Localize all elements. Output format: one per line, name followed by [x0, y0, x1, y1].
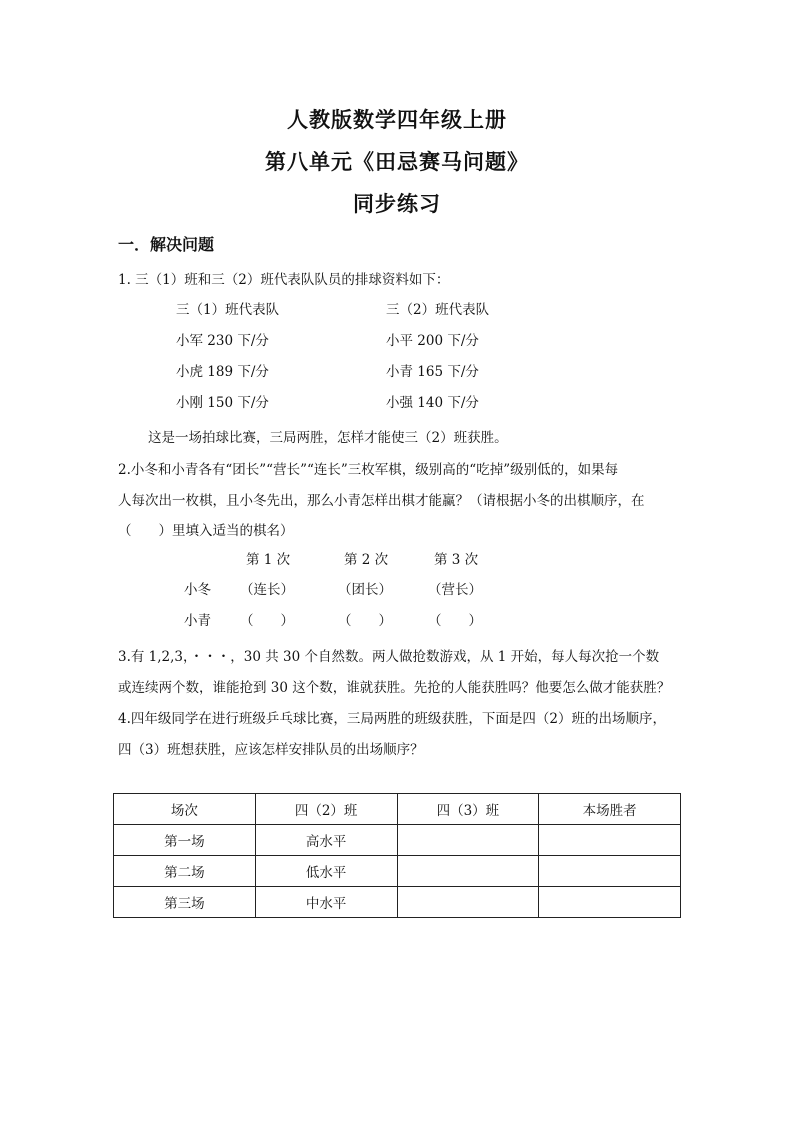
- chess-answer-blank[interactable]: （ ）: [428, 613, 482, 629]
- table-header-row: [114, 794, 681, 825]
- chess-answer-blank[interactable]: （ ）: [240, 613, 294, 629]
- title-line-3: 同步练习: [353, 191, 441, 216]
- q3-text-line-1: 3.有 1,2,3，・・・，30 共 30 个自然数。两人做抢数游戏，从 1 开始，每人每次抢一个数: [118, 649, 660, 665]
- q1-prompt: 1. 三（1）班和三（2）班代表队队员的排球资料如下：: [118, 272, 450, 288]
- q2-text-line-2: 人每次出一枚棋，且小冬先出，那么小青怎样出棋才能赢？（请根据小冬的出棋顺序，在: [118, 493, 645, 509]
- q4-text-line-2: 四（3）班想获胜，应该怎样安排队员的出场顺序？: [118, 742, 424, 758]
- table-header: 四（2）班: [255, 794, 397, 825]
- chess-player-name: 小青: [184, 613, 211, 629]
- table-cell-class3-blank[interactable]: [397, 887, 539, 918]
- team-b-member: 小强 140 下/分: [386, 395, 479, 411]
- chess-header: 第 1 次: [246, 552, 291, 568]
- table-header: 场次: [114, 794, 256, 825]
- team-a-member: 小军 230 下/分: [176, 333, 269, 349]
- section-heading: 一．解决问题: [118, 235, 215, 254]
- table-cell-class2: 低水平: [255, 856, 397, 887]
- team-b-member: 小青 165 下/分: [386, 364, 479, 380]
- chess-cell: （连长）: [240, 582, 294, 598]
- table-cell-class3-blank[interactable]: [397, 825, 539, 856]
- q4-text-line-1: 4.四年级同学在进行班级乒乓球比赛，三局两胜的班级获胜，下面是四（2）班的出场顺序，: [118, 711, 666, 727]
- table-cell-round: 第三场: [114, 887, 256, 918]
- chess-player-name: 小冬: [184, 582, 211, 598]
- q2-text-line-3: （ ）里填入适当的棋名）: [118, 523, 294, 539]
- chess-cell: （营长）: [428, 582, 482, 598]
- title-line-1: 人教版数学四年级上册: [287, 107, 507, 132]
- team-a-member: 小虎 189 下/分: [176, 364, 269, 380]
- chess-cell: （团长）: [338, 582, 392, 598]
- team-a-name: 三（1）班代表队: [176, 302, 280, 318]
- table-cell-class2: 高水平: [255, 825, 397, 856]
- table-row: [114, 887, 681, 918]
- q4-match-table: [113, 793, 681, 918]
- team-a-member: 小刚 150 下/分: [176, 395, 269, 411]
- title-line-2: 第八单元《田忌赛马问题》: [265, 149, 529, 174]
- table-cell-round: 第一场: [114, 825, 256, 856]
- team-a-list: [176, 298, 279, 422]
- table-header: 四（3）班: [397, 794, 539, 825]
- table-cell-winner-blank[interactable]: [539, 856, 681, 887]
- chess-header: 第 3 次: [434, 552, 479, 568]
- table-header: 本场胜者: [539, 794, 681, 825]
- chess-answer-blank[interactable]: （ ）: [338, 613, 392, 629]
- table-cell-class3-blank[interactable]: [397, 856, 539, 887]
- team-b-name: 三（2）班代表队: [386, 302, 490, 318]
- q2-text-line-1: 2.小冬和小青各有“团长”“营长”“连长”三枚军棋，级别高的“吃掉”级别低的，如果每: [118, 462, 619, 478]
- table-row: [114, 856, 681, 887]
- team-b-member: 小平 200 下/分: [386, 333, 479, 349]
- q3-text-line-2: 或连续两个数，谁能抢到 30 这个数，谁就获胜。先抢的人能获胜吗？他要怎么做才能获胜？: [118, 680, 671, 696]
- table-row: [114, 825, 681, 856]
- q1-question: 这是一场拍球比赛，三局两胜，怎样才能使三（2）班获胜。: [148, 430, 508, 446]
- table-cell-winner-blank[interactable]: [539, 825, 681, 856]
- table-cell-winner-blank[interactable]: [539, 887, 681, 918]
- table-cell-class2: 中水平: [255, 887, 397, 918]
- table-cell-round: 第二场: [114, 856, 256, 887]
- team-b-list: [386, 298, 489, 422]
- chess-header: 第 2 次: [344, 552, 389, 568]
